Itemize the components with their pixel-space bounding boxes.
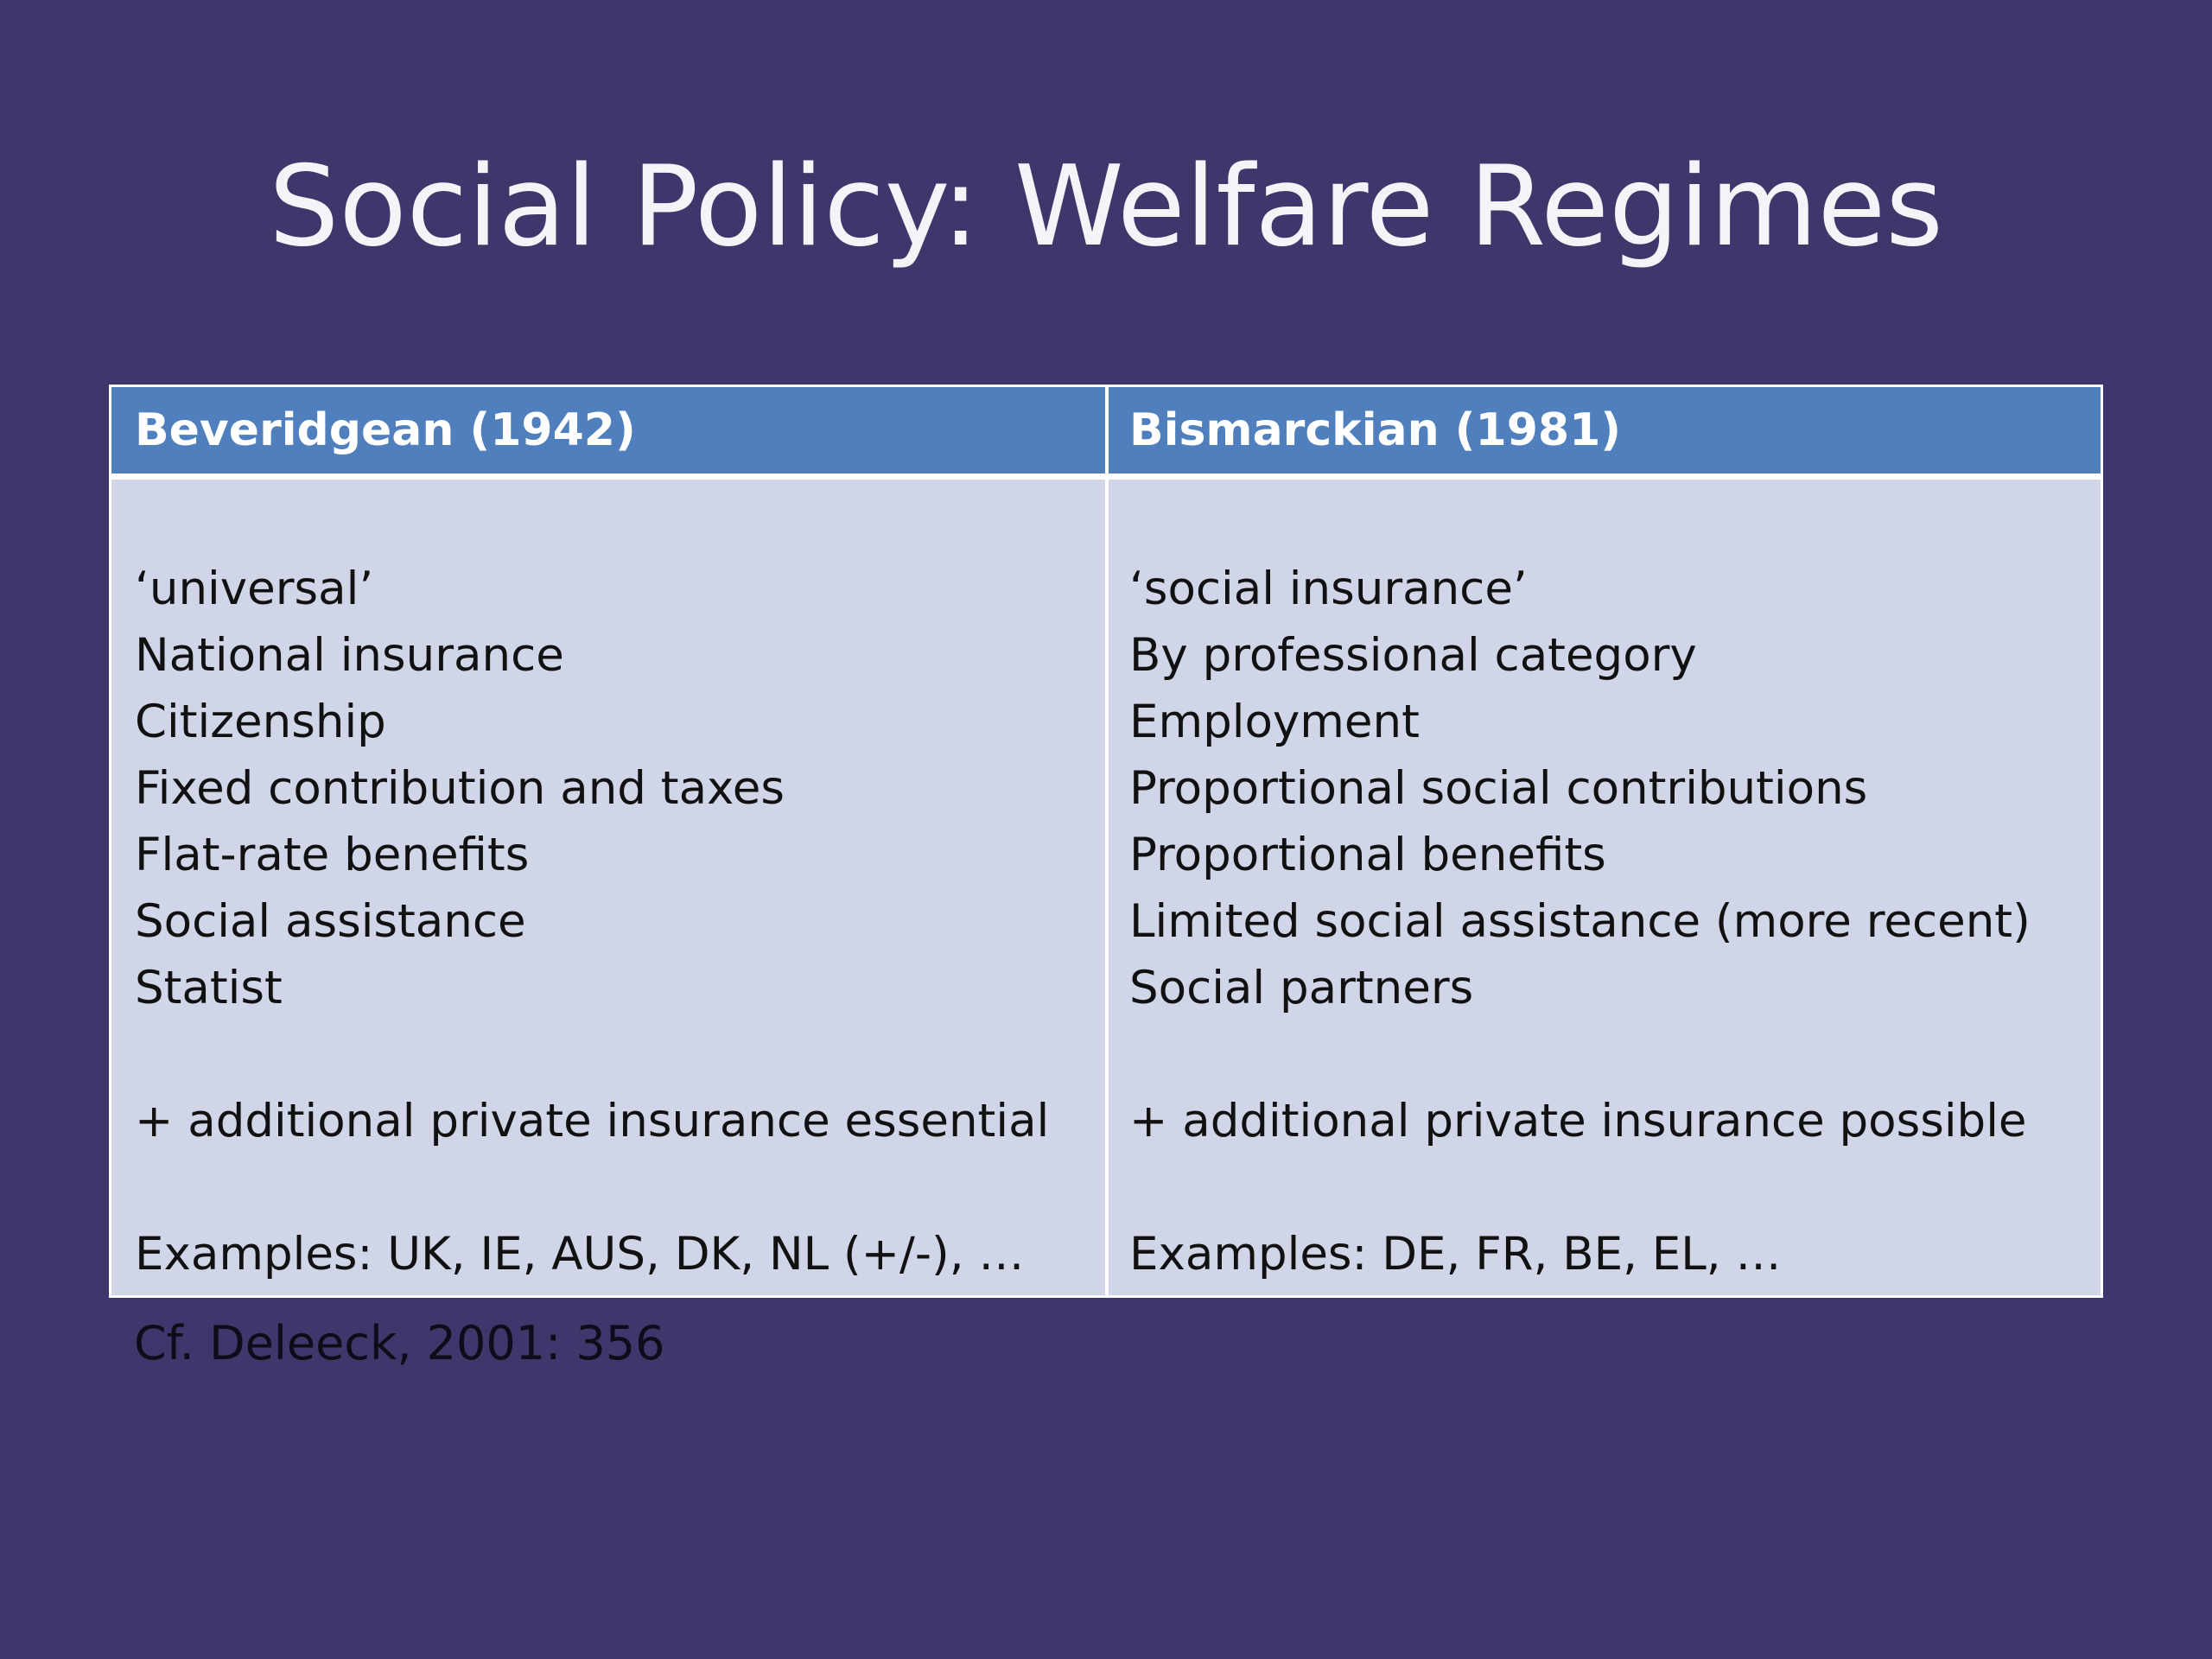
examples-line: Examples: DE, FR, BE, EL, … [1129,1228,1782,1281]
welfare-regimes-table [109,385,2103,1298]
list-item: Statist [135,962,283,1014]
private-insurance-note: + additional private insurance possible [1129,1095,2027,1147]
list-item: Employment [1129,696,1420,748]
slide-title: Social Policy: Welfare Regimes [269,143,1943,271]
list-item: Limited social assistance (more recent) [1129,895,2031,948]
list-item: ‘social insurance’ [1129,563,1528,615]
list-item: Proportional social contributions [1129,762,1868,815]
list-item: Social partners [1129,962,1474,1014]
examples-line: Examples: UK, IE, AUS, DK, NL (+/-), … [135,1228,1025,1281]
list-item: Flat-rate benefits [135,829,530,881]
column-header-bismarckian: Bismarckian (1981) [1129,404,1622,456]
list-item: Social assistance [135,895,526,948]
citation: Cf. Deleeck, 2001: 356 [134,1316,665,1370]
column-divider [1105,387,1109,1295]
private-insurance-note: + additional private insurance essential [135,1095,1050,1147]
list-item: ‘universal’ [135,563,374,615]
column-header-beveridgean: Beveridgean (1942) [135,404,636,456]
list-item: National insurance [135,629,564,682]
list-item: Citizenship [135,696,386,748]
list-item: Fixed contribution and taxes [135,762,785,815]
list-item: Proportional benefits [1129,829,1606,881]
column-body-bismarckian [1129,556,2031,1287]
list-item: By professional category [1129,629,1697,682]
column-body-beveridgean [135,556,1049,1287]
